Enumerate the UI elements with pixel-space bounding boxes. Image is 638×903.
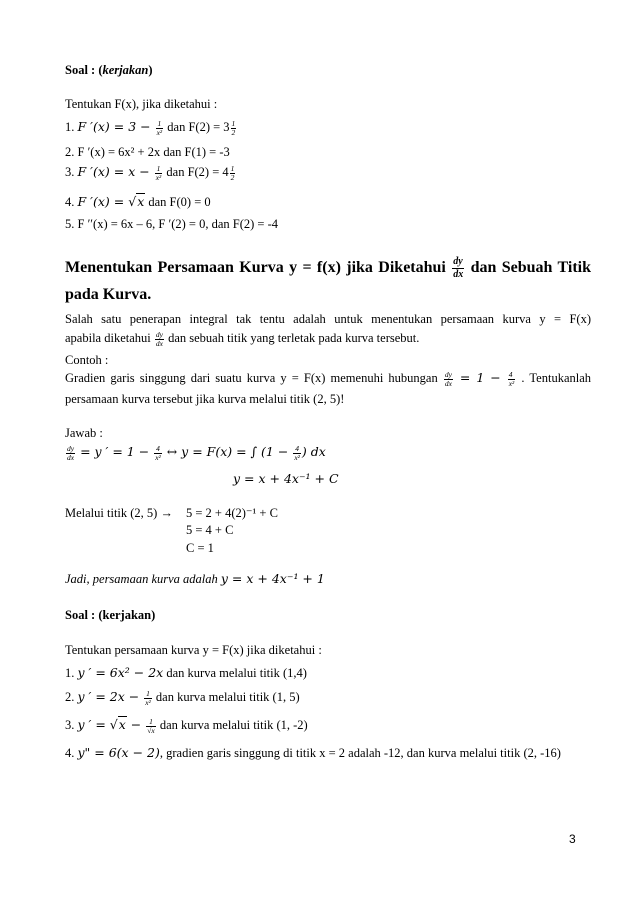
step-label: Melalui titik (2, 5) → [65,506,173,520]
soal2-item-4: 4. y" = 6(x − 2), gradien garis singgung di titik x = 2 adalah -12, dan kurva melalui titik (2, -16) [65,745,561,760]
soal-heading: Soal : (kerjakan) [65,63,153,77]
paragraph-line: apabila diketahui $\frac{dy}{dx}$ dan sebuah titik yang terletak pada kurva tersebut. [65,329,420,348]
soal-item-5: 5. F ′′(x) = 6x – 6, F ′(2) = 0, dan F(2) = -4 [65,217,279,231]
page-number: 3 [569,832,576,846]
soal2-item-3: 3. y ′ = √x − $\frac{1}{√x}$ dan kurva melalui titik (1, -2) [65,716,308,735]
section-title-line2: pada Kurva. [65,286,152,303]
jawab-equation-1: $\frac{dy}{dx}$ = y ′ = 1 − $\frac{4}{\text{x²}}$ ↔ y = F(x) = ∫ (1 − $\frac{4}{\text{x²}}$ ) dx [67,443,326,462]
section-title: Menentukan Persamaan Kurva y = f(x) jika Diketahui $\frac{dy}{dx}$ dan Sebuah Titik [65,256,591,280]
soal2-heading: Soal : (kerjakan) [65,608,156,622]
soal-intro: Tentukan F(x), jika diketahui : [65,97,218,111]
soal2-item-2: 2. y ′ = 2x − $\frac{1}{\text{x²}}$ dan kurva melalui titik (1, 5) [65,688,300,707]
soal-item-1: 1. F ′(x) = 3 − $\frac{1}{\text{x²}}$ dan F(2) = 3 $\frac{1}{2}$ [65,118,236,137]
jawab-label: Jawab : [65,426,103,440]
example-line: persamaan kurva tersebut jika kurva melalui titik (2, 5)! [65,392,345,406]
soal2-item-1: 1. y ′ = 6x² − 2x dan kurva melalui titik (1,4) [65,665,307,680]
soal2-intro: Tentukan persamaan kurva y = F(x) jika diketahui : [65,643,322,657]
step-3: C = 1 [186,541,214,555]
step-2: 5 = 4 + C [186,523,234,537]
soal-item-2: 2. F ′(x) = 6x² + 2x dan F(1) = -3 [65,145,230,159]
contoh-label: Contoh : [65,353,109,367]
jawab-equation-2: y = x + 4x⁻¹ + C [233,471,339,486]
soal-item-4: 4. F ′(x) = √x dan F(0) = 0 [65,194,211,209]
paragraph-line: Salah satu penerapan integral tak tentu adalah untuk menentukan persamaan kurva y = F(x) [65,312,591,326]
step-1: 5 = 2 + 4(2)⁻¹ + C [186,506,278,520]
example-line: Gradien garis singgung dari suatu kurva y = F(x) memenuhi hubungan $\frac{dy}{dx}$ = 1 − $\frac{4}{\text{x²}}$ . Tentukanlah [65,369,592,388]
soal-item-3: 3. F ′(x) = x − $\frac{1}{\text{x²}}$ dan F(2) = 4 $\frac{1}{2}$ [65,163,235,182]
conclusion: Jadi, persamaan kurva adalah y = x + 4x⁻¹ + 1 [65,571,325,586]
